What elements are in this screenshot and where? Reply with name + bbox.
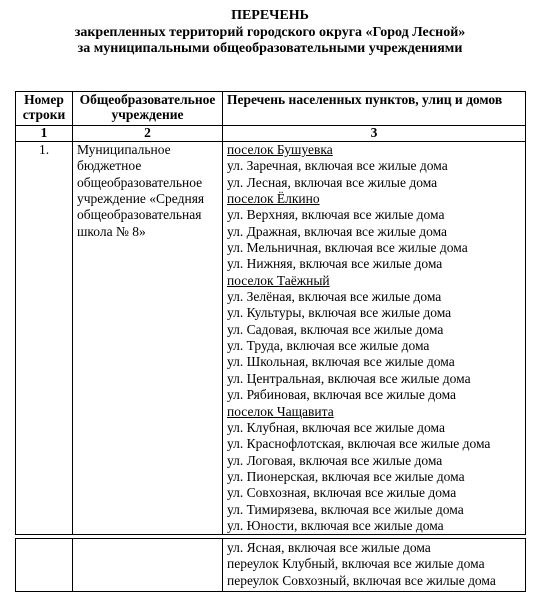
settlement-name: поселок Ёлкино xyxy=(227,191,320,207)
column-number-2: 2 xyxy=(73,126,223,142)
address-item: ул. Тимирязева, включая все жилые дома xyxy=(227,501,464,517)
settlement-name: поселок Бушуевка xyxy=(227,142,333,157)
address-item: ул. Пионерская, включая все жилые дома xyxy=(227,468,465,484)
document-title xyxy=(0,8,540,58)
address-item: ул. Логовая, включая все жилые дома xyxy=(227,452,443,468)
address-item: ул. Садовая, включая все жилые дома xyxy=(227,321,444,337)
address-item: переулок Совхозный, включая все жилые дома xyxy=(227,572,496,588)
column-number-1: 1 xyxy=(16,126,73,142)
address-list xyxy=(223,142,526,535)
header-addresses: Перечень населенных пунктов, улиц и домов xyxy=(223,92,526,126)
title-line-1: ПЕРЕЧЕНЬ xyxy=(231,8,309,23)
column-number-3: 3 xyxy=(223,126,526,142)
address-list-continued xyxy=(223,539,526,592)
settlement-name: поселок Чащавита xyxy=(227,403,334,419)
title-line-2: закрепленных территорий городского округа «Город Лесной» xyxy=(74,24,466,40)
institution-empty xyxy=(73,539,223,592)
address-item: ул. Юности, включая все жилые дома xyxy=(227,517,444,533)
address-item: ул. Рябиновая, включая все жилые дома xyxy=(227,387,457,403)
address-item: ул. Совхозная, включая все жилые дома xyxy=(227,485,457,501)
territory-table xyxy=(15,91,526,535)
address-item: ул. Нижняя, включая все жилые дома xyxy=(227,256,443,272)
address-item: ул. Краснофлотская, включая все жилые дома xyxy=(227,436,491,452)
title-line-3: за муниципальными общеобразовательными учреждениями xyxy=(77,41,463,56)
address-item: ул. Школьная, включая все жилые дома xyxy=(227,354,455,370)
address-item: ул. Центральная, включая все жилые дома xyxy=(227,370,471,386)
row-number-empty xyxy=(16,539,73,592)
address-item: ул. Культуры, включая все жилые дома xyxy=(227,305,452,321)
address-item: ул. Клубная, включая все жилые дома xyxy=(227,419,445,435)
address-item: ул. Дражная, включая все жилые дома xyxy=(227,223,448,239)
header-institution: Общеобразовательное учреждение xyxy=(73,92,223,126)
address-item: ул. Труда, включая все жилые дома xyxy=(227,338,430,354)
address-item: ул. Зелёная, включая все жилые дома xyxy=(227,289,442,305)
address-item: ул. Лесная, включая все жилые дома xyxy=(227,174,438,190)
header-row-number: Номер строки xyxy=(16,92,73,126)
address-item: переулок Клубный, включая все жилые дома xyxy=(227,556,485,572)
address-item: ул. Верхняя, включая все жилые дома xyxy=(227,207,445,223)
address-item: ул. Мельничная, включая все жилые дома xyxy=(227,240,468,256)
header-row xyxy=(16,92,526,126)
table-row xyxy=(16,142,526,535)
column-numbers-row xyxy=(16,126,526,142)
address-item: ул. Заречная, включая все жилые дома xyxy=(227,158,448,174)
row-number: 1. xyxy=(16,142,73,535)
institution-name: Муниципальное бюджетное общеобразовательное учреждение «Средняя общеобразовательная школа № 8» xyxy=(73,142,223,535)
address-item: ул. Ясная, включая все жилые дома xyxy=(227,540,431,555)
settlement-name: поселок Таёжный xyxy=(227,272,330,288)
table-row-continued xyxy=(16,539,526,592)
territory-table-continued xyxy=(15,538,526,592)
